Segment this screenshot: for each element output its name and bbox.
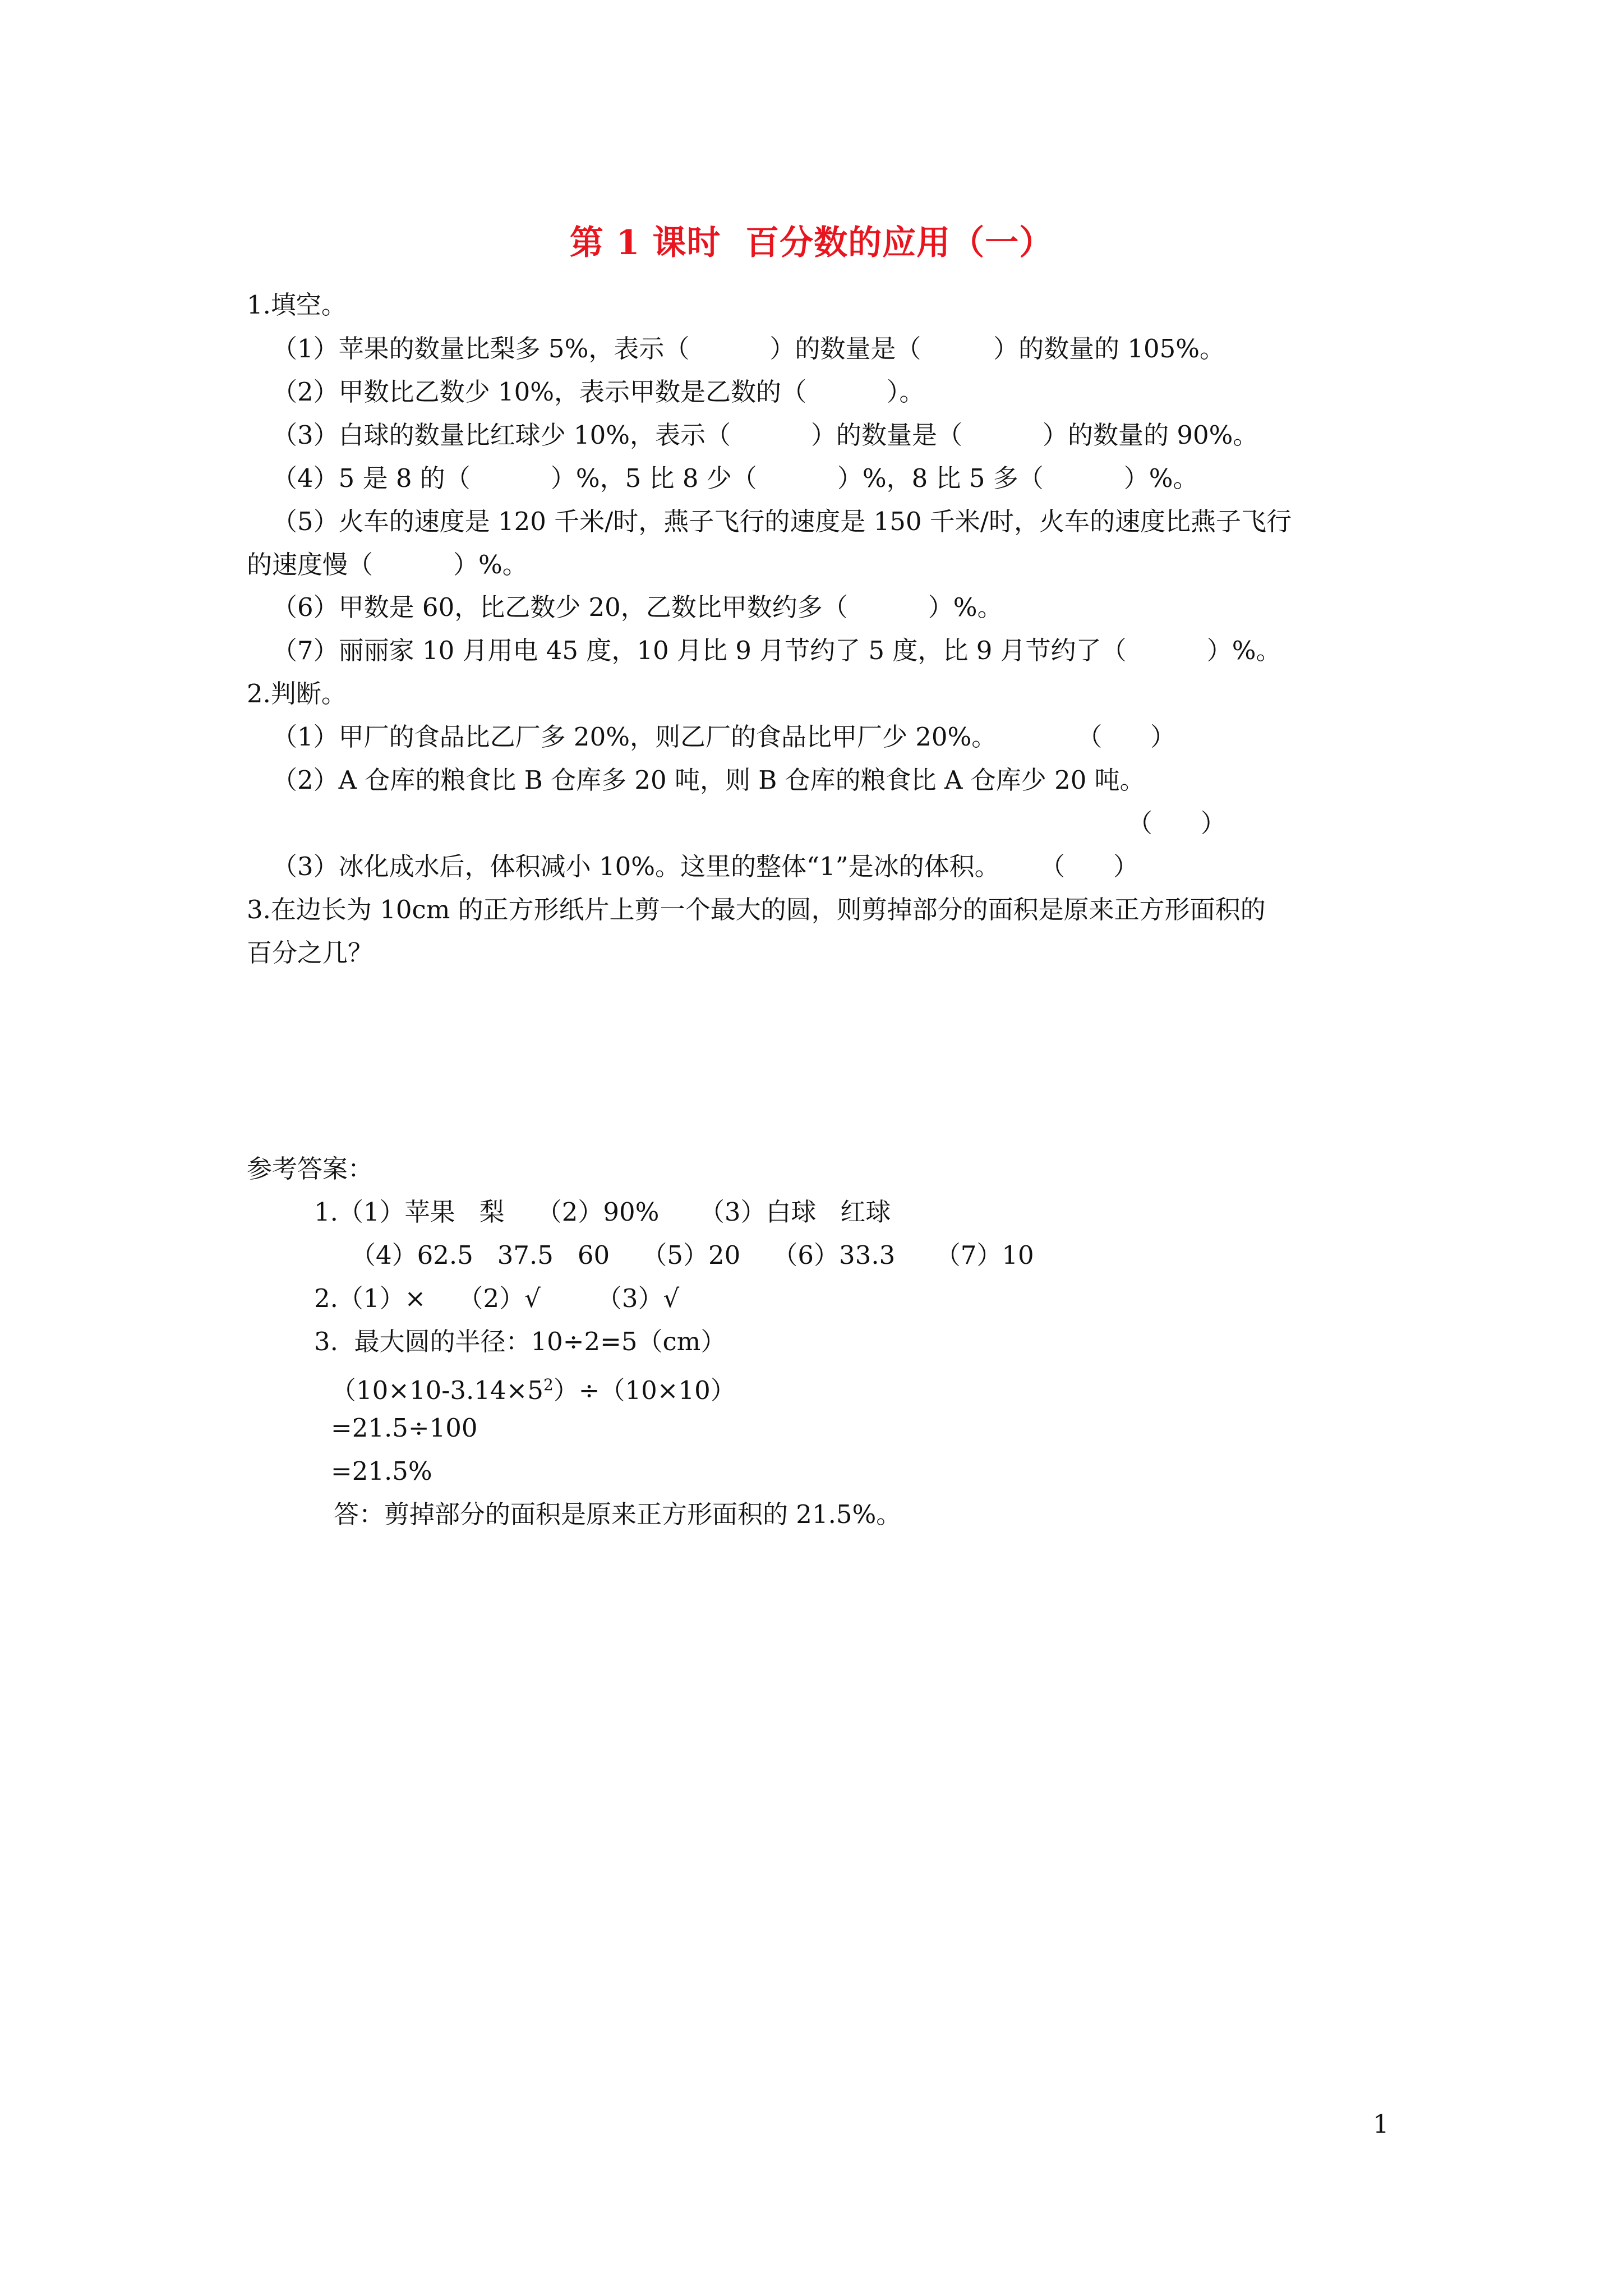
answer-3-conclusion: 答：剪掉部分的面积是原来正方形面积的 21.5%。 — [334, 1499, 902, 1529]
answer-3-line-2-superscript: 2 — [543, 1375, 554, 1394]
question-1-item-7: （7）丽丽家 10 月用电 45 度，10 月比 9 月节约了 5 度，比 9 月节约了（ ）%。 — [272, 636, 1281, 665]
question-2-item-2: （2）A 仓库的粮食比 B 仓库多 20 吨，则 B 仓库的粮食比 A 仓库少 20 吨。 — [272, 765, 1145, 795]
question-1-item-3: （3）白球的数量比红球少 10%，表示（ ）的数量是（ ）的数量的 90%。 — [272, 420, 1258, 450]
answer-1-line-2: （4）62.5 37.5 60 （5）20 （6）33.3 （7）10 — [351, 1240, 1034, 1270]
question-1-item-1: （1）苹果的数量比梨多 5%，表示（ ）的数量是（ ）的数量的 105%。 — [272, 334, 1225, 364]
answer-3-line-1: 3. 最大圆的半径：10÷2=5（cm） — [314, 1327, 726, 1356]
question-1-item-6: （6）甲数是 60，比乙数少 20，乙数比甲数约多（ ）%。 — [272, 592, 1003, 622]
question-1-item-4: （4）5 是 8 的（ ）%，5 比 8 少（ ）%，8 比 5 多（ ）%。 — [272, 463, 1198, 493]
question-1-item-5-line-2: 的速度慢（ ）%。 — [247, 550, 528, 579]
question-2-item-3: （3）冰化成水后，体积减小 10%。这里的整体“1”是冰的体积。 （ ） — [272, 852, 1138, 881]
question-2-heading: 2.判断。 — [247, 679, 347, 708]
question-1-heading: 1.填空。 — [247, 290, 347, 320]
answers-heading: 参考答案： — [247, 1154, 374, 1184]
page-title: 第 1 课时 百分数的应用（一） — [569, 223, 1054, 263]
answer-1-line-1: 1.（1）苹果 梨 （2）90% （3）白球 红球 — [314, 1197, 891, 1227]
answer-3-line-2-pre: （10×10-3.14×5 — [331, 1375, 543, 1405]
answer-3-line-2 — [331, 1368, 736, 1407]
question-1-item-2: （2）甲数比乙数少 10%，表示甲数是乙数的（ ）。 — [272, 377, 925, 407]
question-1-item-5-line-1: （5）火车的速度是 120 千米/时，燕子飞行的速度是 150 千米/时，火车的速度比燕子飞行 — [272, 507, 1292, 536]
answer-3-line-3: =21.5÷100 — [331, 1413, 478, 1443]
page-number: 1 — [1373, 2109, 1389, 2139]
question-2-item-1: （1）甲厂的食品比乙厂多 20%，则乙厂的食品比甲厂少 20%。 （ ） — [272, 722, 1176, 752]
answer-3-line-4: =21.5% — [331, 1456, 432, 1486]
question-3-line-1: 3.在边长为 10cm 的正方形纸片上剪一个最大的圆，则剪掉部分的面积是原来正方形面积的 — [247, 895, 1266, 924]
answer-3-line-2-post: ）÷（10×10） — [553, 1375, 736, 1405]
question-3-line-2: 百分之几？ — [247, 938, 374, 968]
question-2-item-2-answer-paren: （ ） — [1127, 808, 1226, 838]
answer-2: 2.（1）× （2）√ （3）√ — [314, 1283, 680, 1313]
